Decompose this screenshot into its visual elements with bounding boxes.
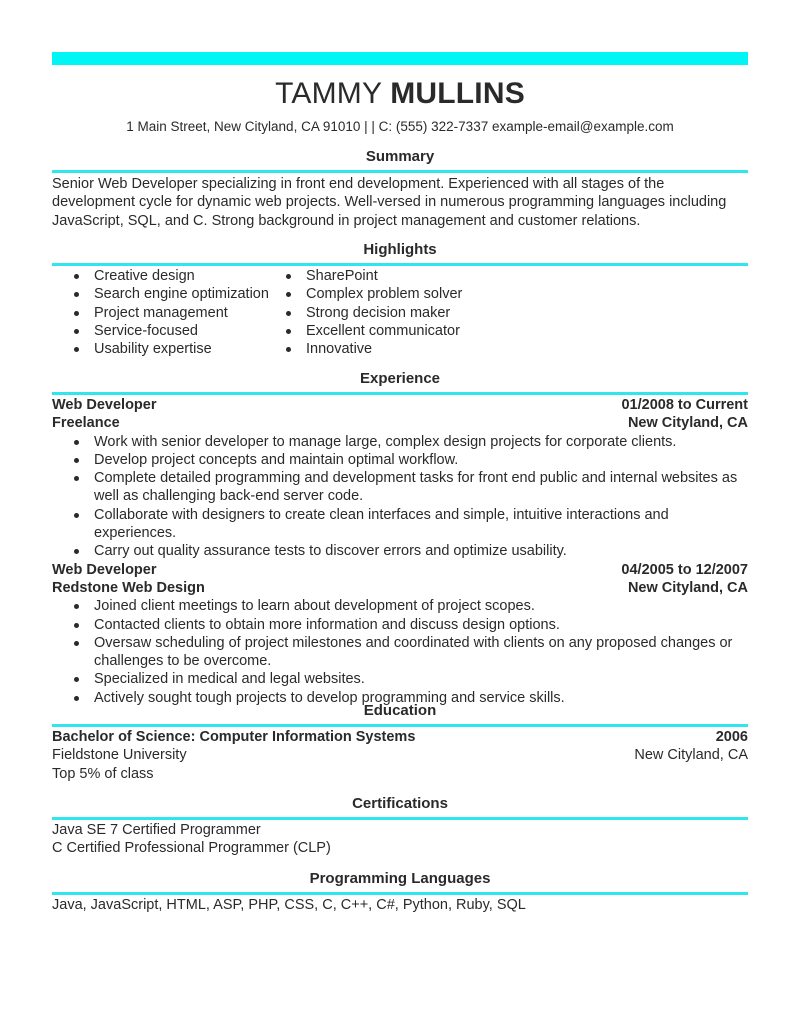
job-bullet: Specialized in medical and legal websites.: [52, 670, 748, 688]
certifications-list: [52, 821, 748, 858]
section-divider: [52, 170, 748, 173]
education-section: [52, 702, 748, 783]
last-name: MULLINS: [390, 77, 525, 110]
certification-item: C Certified Professional Programmer (CLP): [52, 840, 331, 857]
accent-top-bar: [52, 52, 748, 65]
section-title: Programming Languages: [309, 870, 491, 887]
highlight-item: Project management: [52, 304, 269, 322]
highlights-column-1: [52, 267, 269, 358]
first-name: TAMMY: [275, 77, 382, 110]
job-title: Web Developer: [52, 397, 157, 413]
education-entry: [52, 728, 748, 783]
summary-section: [52, 148, 748, 230]
job-dates: 01/2008 to Current: [621, 397, 748, 413]
education-note: Top 5% of class: [52, 765, 154, 782]
job-bullet: Joined client meetings to learn about development of project scopes.: [52, 597, 748, 615]
certifications-section: [52, 795, 748, 858]
languages-text: Java, JavaScript, HTML, ASP, PHP, CSS, C, C++, C#, Python, Ruby, SQL: [52, 897, 526, 913]
highlight-item: Search engine optimization: [52, 285, 269, 303]
job-subheader: [52, 414, 748, 432]
job-bullets: [52, 433, 748, 561]
job-bullet: Develop project concepts and maintain optimal workflow.: [52, 451, 748, 469]
job-bullet: Contacted clients to obtain more information and discuss design options.: [52, 616, 748, 634]
section-divider: [52, 263, 748, 266]
highlight-item: Service-focused: [52, 322, 269, 340]
section-title: Education: [363, 702, 437, 719]
summary-text: Senior Web Developer specializing in front end development. Experienced with all stages of the development cycle for dynamic web projects. Well-versed in numerous programming languages including JavaScript, SQL, and C. Strong background in project management and customer relations.: [52, 176, 727, 229]
job-bullet: Complete detailed programming and development tasks for front end public and internal websites as well as challenging back-end server code.: [52, 469, 748, 506]
section-title: Certifications: [352, 795, 448, 812]
job-bullet: Collaborate with designers to create clean interfaces and simple, intuitive interactions and experiences.: [52, 506, 748, 543]
highlight-item: Strong decision maker: [264, 304, 462, 322]
highlight-item: Usability expertise: [52, 340, 269, 358]
job-header: [52, 396, 748, 414]
highlight-item: Complex problem solver: [264, 285, 462, 303]
highlight-item: Creative design: [52, 267, 269, 285]
degree-field: : Computer Information Systems: [190, 729, 416, 745]
education-subheader: [52, 746, 748, 764]
job-entry: [52, 561, 748, 707]
section-title: Summary: [365, 148, 435, 165]
job-entry: [52, 396, 748, 561]
job-dates: 04/2005 to 12/2007: [621, 561, 748, 578]
experience-section: [52, 370, 748, 707]
highlights-section: [52, 241, 748, 361]
school-name: Fieldstone University: [52, 747, 187, 764]
highlights-column-2: [264, 267, 462, 358]
section-divider: [52, 392, 748, 395]
education-header: [52, 728, 748, 746]
job-bullet: Actively sought tough projects to develop programming and service skills.: [52, 689, 748, 707]
contact-info: 1 Main Street, New Cityland, CA 91010 | | C: (555) 322-7337 example-email@example.com: [126, 119, 674, 134]
school-location: New Cityland, CA: [634, 747, 748, 764]
section-title: Experience: [359, 370, 441, 387]
highlight-item: Innovative: [264, 340, 462, 358]
section-title: Highlights: [363, 241, 437, 258]
job-bullets: [52, 597, 748, 707]
certification-item: Java SE 7 Certified Programmer: [52, 822, 261, 838]
section-divider: [52, 724, 748, 727]
candidate-name: [52, 77, 748, 111]
degree-name: Bachelor of Science: [52, 729, 191, 745]
job-title: Web Developer: [52, 561, 157, 578]
highlight-item: SharePoint: [264, 267, 462, 285]
job-company: Freelance: [52, 415, 120, 432]
highlight-item: Excellent communicator: [264, 322, 462, 340]
section-divider: [52, 817, 748, 820]
job-bullet: Oversaw scheduling of project milestones and coordinated with clients on any proposed changes or challenges to be overcome.: [52, 634, 748, 671]
graduation-year: 2006: [715, 729, 748, 745]
job-location: New Cityland, CA: [627, 579, 748, 596]
job-header: [52, 561, 748, 579]
job-company: Redstone Web Design: [52, 579, 205, 596]
languages-section: [52, 870, 748, 914]
job-location: New Cityland, CA: [627, 415, 748, 432]
job-subheader: [52, 579, 748, 597]
degree: [52, 728, 415, 746]
job-bullet: Work with senior developer to manage large, complex design projects for corporate clients.: [52, 433, 748, 451]
job-bullet: Carry out quality assurance tests to discover errors and optimize usability.: [52, 542, 748, 560]
highlights-list: [52, 267, 748, 361]
section-divider: [52, 892, 748, 895]
